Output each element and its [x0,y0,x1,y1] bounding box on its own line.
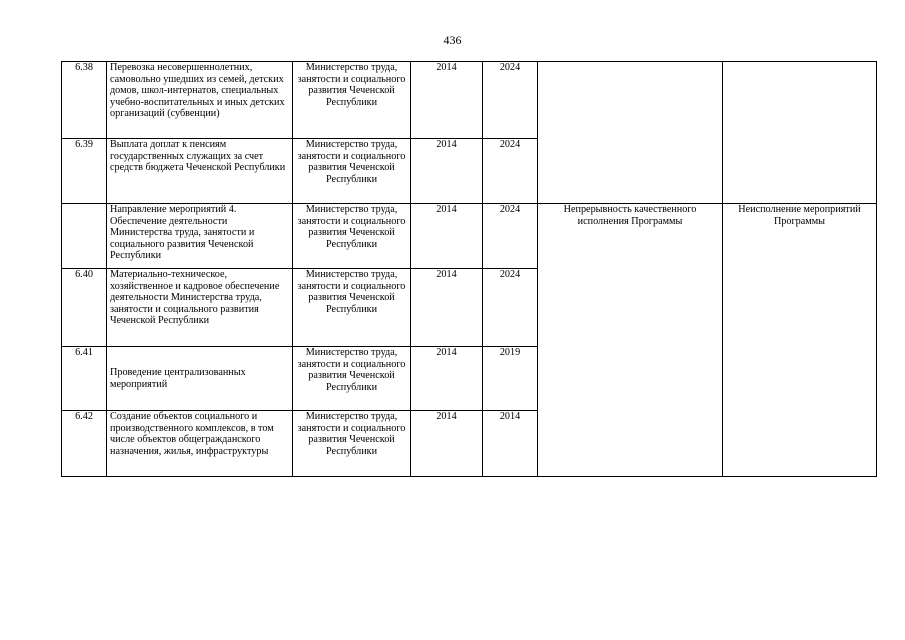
activity-name: Создание объектов социального и производственного комплексов, в том числе объектов общегражданского назначения, жилья, инфраструктуры [107,411,293,477]
start-year: 2014 [411,62,483,139]
start-year: 2014 [411,411,483,477]
consequence: Неисполнение мероприятий Программы [723,204,877,477]
row-number [62,204,107,269]
end-year: 2024 [483,204,538,269]
expected-result: Непрерывность качественного исполнения Программы [538,204,723,477]
start-year: 2014 [411,347,483,411]
table-row [62,204,877,269]
end-year: 2014 [483,411,538,477]
activity-name: Проведение централизованных мероприятий [107,347,293,411]
executor: Министерство труда, занятости и социального развития Чеченской Республики [293,139,411,204]
page-number: 436 [443,33,462,47]
executor: Министерство труда, занятости и социального развития Чеченской Республики [293,62,411,139]
program-activities-table [61,61,877,477]
end-year: 2024 [483,62,538,139]
end-year: 2024 [483,269,538,347]
row-number: 6.38 [62,62,107,139]
executor: Министерство труда, занятости и социального развития Чеченской Республики [293,269,411,347]
executor: Министерство труда, занятости и социального развития Чеченской Республики [293,411,411,477]
start-year: 2014 [411,204,483,269]
expected-result [538,62,723,204]
row-number: 6.42 [62,411,107,477]
row-number: 6.39 [62,139,107,204]
consequence [723,62,877,204]
activity-name: Выплата доплат к пенсиям государственных служащих за счет средств бюджета Чеченской Республики [107,139,293,204]
executor: Министерство труда, занятости и социального развития Чеченской Республики [293,204,411,269]
start-year: 2014 [411,269,483,347]
activity-name: Перевозка несовершеннолетних, самовольно ушедших из семей, детских домов, школ-интернатов, специальных учебно-воспитательных и иных детских организаций (субвенции) [107,62,293,139]
start-year: 2014 [411,139,483,204]
table-row [62,62,877,139]
end-year: 2019 [483,347,538,411]
activity-name: Направление мероприятий 4. Обеспечение деятельности Министерства труда, занятости и социального развития Чеченской Республики [107,204,293,269]
activity-name: Материально-техническое, хозяйственное и кадровое обеспечение деятельности Министерства труда, занятости и социального развития Чеченской Республики [107,269,293,347]
executor: Министерство труда, занятости и социального развития Чеченской Республики [293,347,411,411]
row-number: 6.41 [62,347,107,411]
row-number: 6.40 [62,269,107,347]
end-year: 2024 [483,139,538,204]
